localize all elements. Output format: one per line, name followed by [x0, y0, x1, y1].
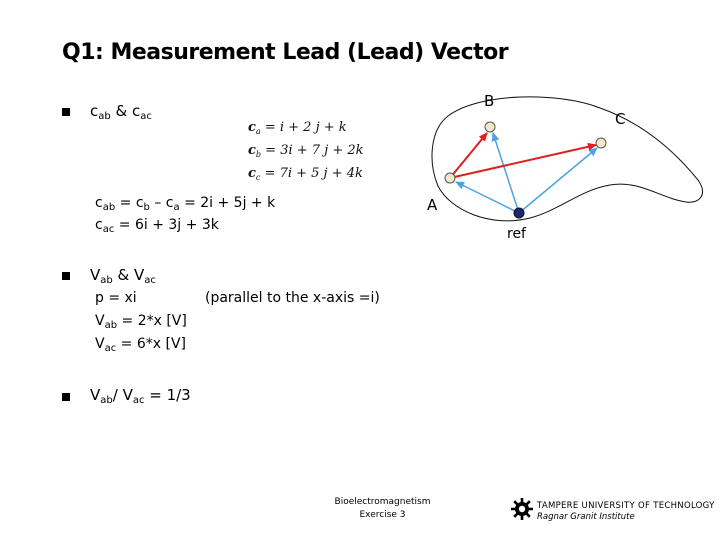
node-c [596, 138, 606, 148]
vac-a: V [95, 336, 105, 352]
calc2-a: c [95, 217, 103, 233]
lead-vector-ref-a [456, 182, 519, 213]
bullet-2-sub1: ab [100, 275, 113, 286]
page-title: Q1: Measurement Lead (Lead) Vector [62, 40, 509, 65]
eq-cb-rhs: = 3i + 7 j + 2k [261, 143, 364, 158]
label-ref: ref [507, 226, 526, 242]
node-ref [514, 208, 524, 218]
vab-b: = 2*x [V] [117, 313, 187, 329]
bullet-1-sub2: ac [140, 111, 152, 122]
footer-institute: Ragnar Granit Institute [537, 512, 635, 522]
calc1-c: – c [149, 195, 174, 211]
eq-ca-sub: a [255, 127, 261, 136]
footer-university: TAMPERE UNIVERSITY OF TECHNOLOGY [537, 501, 715, 511]
calc1-b: = c [115, 195, 144, 211]
parallel-note: (parallel to the x-axis =i) [205, 290, 380, 306]
label-a: A [427, 196, 438, 214]
eq-ca-lhs: c [248, 120, 256, 135]
bullet-1-main: c [90, 102, 99, 120]
eq-cc-lhs: c [248, 166, 256, 181]
eq-cb-lhs: c [248, 143, 256, 158]
calc1-s1: ab [102, 202, 116, 213]
calc1-s2: b [143, 202, 150, 213]
calc1-d: = 2i + 5j + k [179, 195, 276, 211]
vab-s: ab [104, 320, 118, 331]
bullet-3-sub1: ab [100, 395, 113, 406]
calc2-s1: ac [102, 224, 115, 235]
eq-cb-sub: b [255, 150, 262, 159]
calc2-b: = 6i + 3j + 3k [114, 217, 219, 233]
calc1-a: c [95, 195, 103, 211]
bullet-1-sub1: ab [98, 111, 111, 122]
node-b [485, 122, 495, 132]
footer-exercise: Exercise 3 [359, 510, 406, 520]
bullet-1-amp: & c [110, 102, 141, 120]
eq-cc-rhs: = 7i + 5 j + 4k [260, 166, 363, 181]
vac-b: = 6*x [V] [116, 336, 186, 352]
lead-vector-ref-b [493, 133, 519, 213]
bullet-2-sub2: ac [144, 275, 156, 286]
label-c: C [615, 110, 626, 128]
bullet-3-rest: = 1/3 [144, 386, 191, 404]
bullet-2-main: V [90, 266, 101, 284]
footer-course: Bioelectromagnetism [334, 497, 431, 507]
bullet-3-sep: / V [112, 386, 133, 404]
node-a [445, 173, 455, 183]
p-line: p = xi [95, 290, 137, 306]
university-logo-icon [510, 495, 534, 523]
vab-a: V [95, 313, 105, 329]
bullet-3-sub2: ac [132, 395, 145, 406]
eq-ca-rhs: = i + 2 j + k [260, 120, 347, 135]
bullet-2-amp: & V [112, 266, 145, 284]
lead-vector-ref-c [519, 148, 597, 213]
eq-cc-sub: c [255, 173, 261, 182]
bullet-3-main: V [90, 386, 101, 404]
vac-s: ac [104, 343, 117, 354]
body-outline [432, 97, 702, 221]
calc1-s3: a [173, 202, 180, 213]
label-b: B [484, 92, 495, 110]
